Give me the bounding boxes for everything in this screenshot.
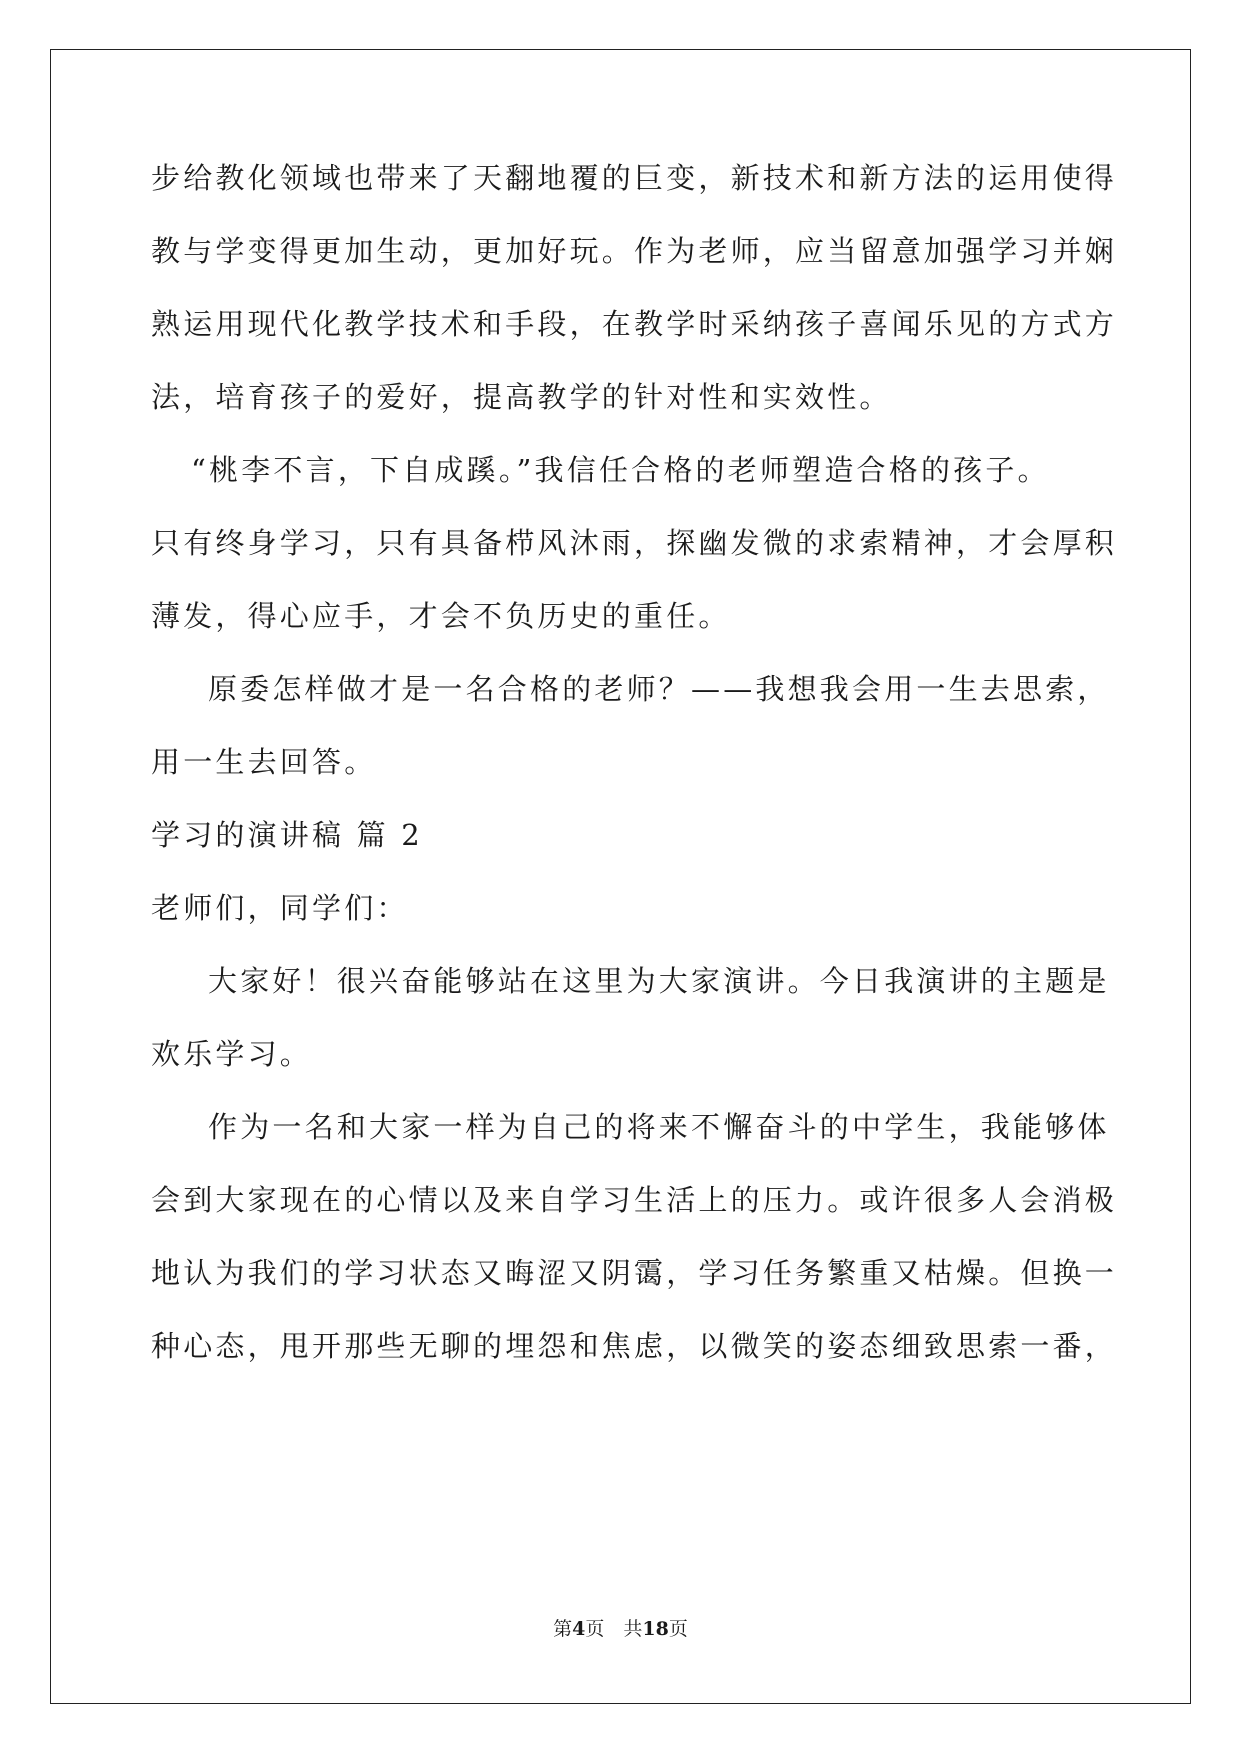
paragraph-line: 地认为我们的学习状态又晦涩又阴霭，学习任务繁重又枯燥。但换一	[151, 1256, 1118, 1290]
paragraph-line: 种心态，甩开那些无聊的埋怨和焦虑，以微笑的姿态细致思索一番，	[151, 1329, 1118, 1363]
footer-mid: 页 共	[585, 1618, 643, 1640]
page-border	[50, 49, 1191, 1704]
footer-suffix: 页	[668, 1618, 688, 1640]
paragraph-line: 原委怎样做才是一名合格的老师？——我想我会用一生去思索，	[208, 672, 1110, 706]
current-page-number: 4	[572, 1618, 586, 1640]
salutation: 老师们，同学们：	[151, 891, 409, 925]
paragraph-line: 熟运用现代化教学技术和手段，在教学时采纳孩子喜闻乐见的方式方	[151, 307, 1118, 341]
footer-prefix: 第	[553, 1618, 573, 1640]
paragraph-line: 薄发，得心应手，才会不负历史的重任。	[151, 599, 731, 633]
paragraph-line: 步给教化领域也带来了天翻地覆的巨变，新技术和新方法的运用使得	[151, 161, 1118, 195]
paragraph-line: 会到大家现在的心情以及来自学习生活上的压力。或许很多人会消极	[151, 1183, 1118, 1217]
paragraph-line: 用一生去回答。	[151, 745, 377, 779]
paragraph-line: 教与学变得更加生动，更加好玩。作为老师，应当留意加强学习并娴	[151, 234, 1118, 268]
paragraph-line: 作为一名和大家一样为自己的将来不懈奋斗的中学生，我能够体	[208, 1110, 1110, 1144]
paragraph-line: 只有终身学习，只有具备栉风沐雨，探幽发微的求索精神，才会厚积	[151, 526, 1118, 560]
paragraph-line: 法，培育孩子的爱好，提高教学的针对性和实效性。	[151, 380, 892, 414]
paragraph-line: 大家好！很兴奋能够站在这里为大家演讲。今日我演讲的主题是	[208, 964, 1110, 998]
total-pages-number: 18	[642, 1618, 669, 1640]
section-heading: 学习的演讲稿 篇 2	[151, 818, 423, 852]
paragraph-line: 欢乐学习。	[151, 1037, 313, 1071]
paragraph-line: “桃李不言，下自成蹊。”我信任合格的老师塑造合格的孩子。	[191, 453, 1050, 487]
page-number-footer	[0, 1616, 1241, 1642]
